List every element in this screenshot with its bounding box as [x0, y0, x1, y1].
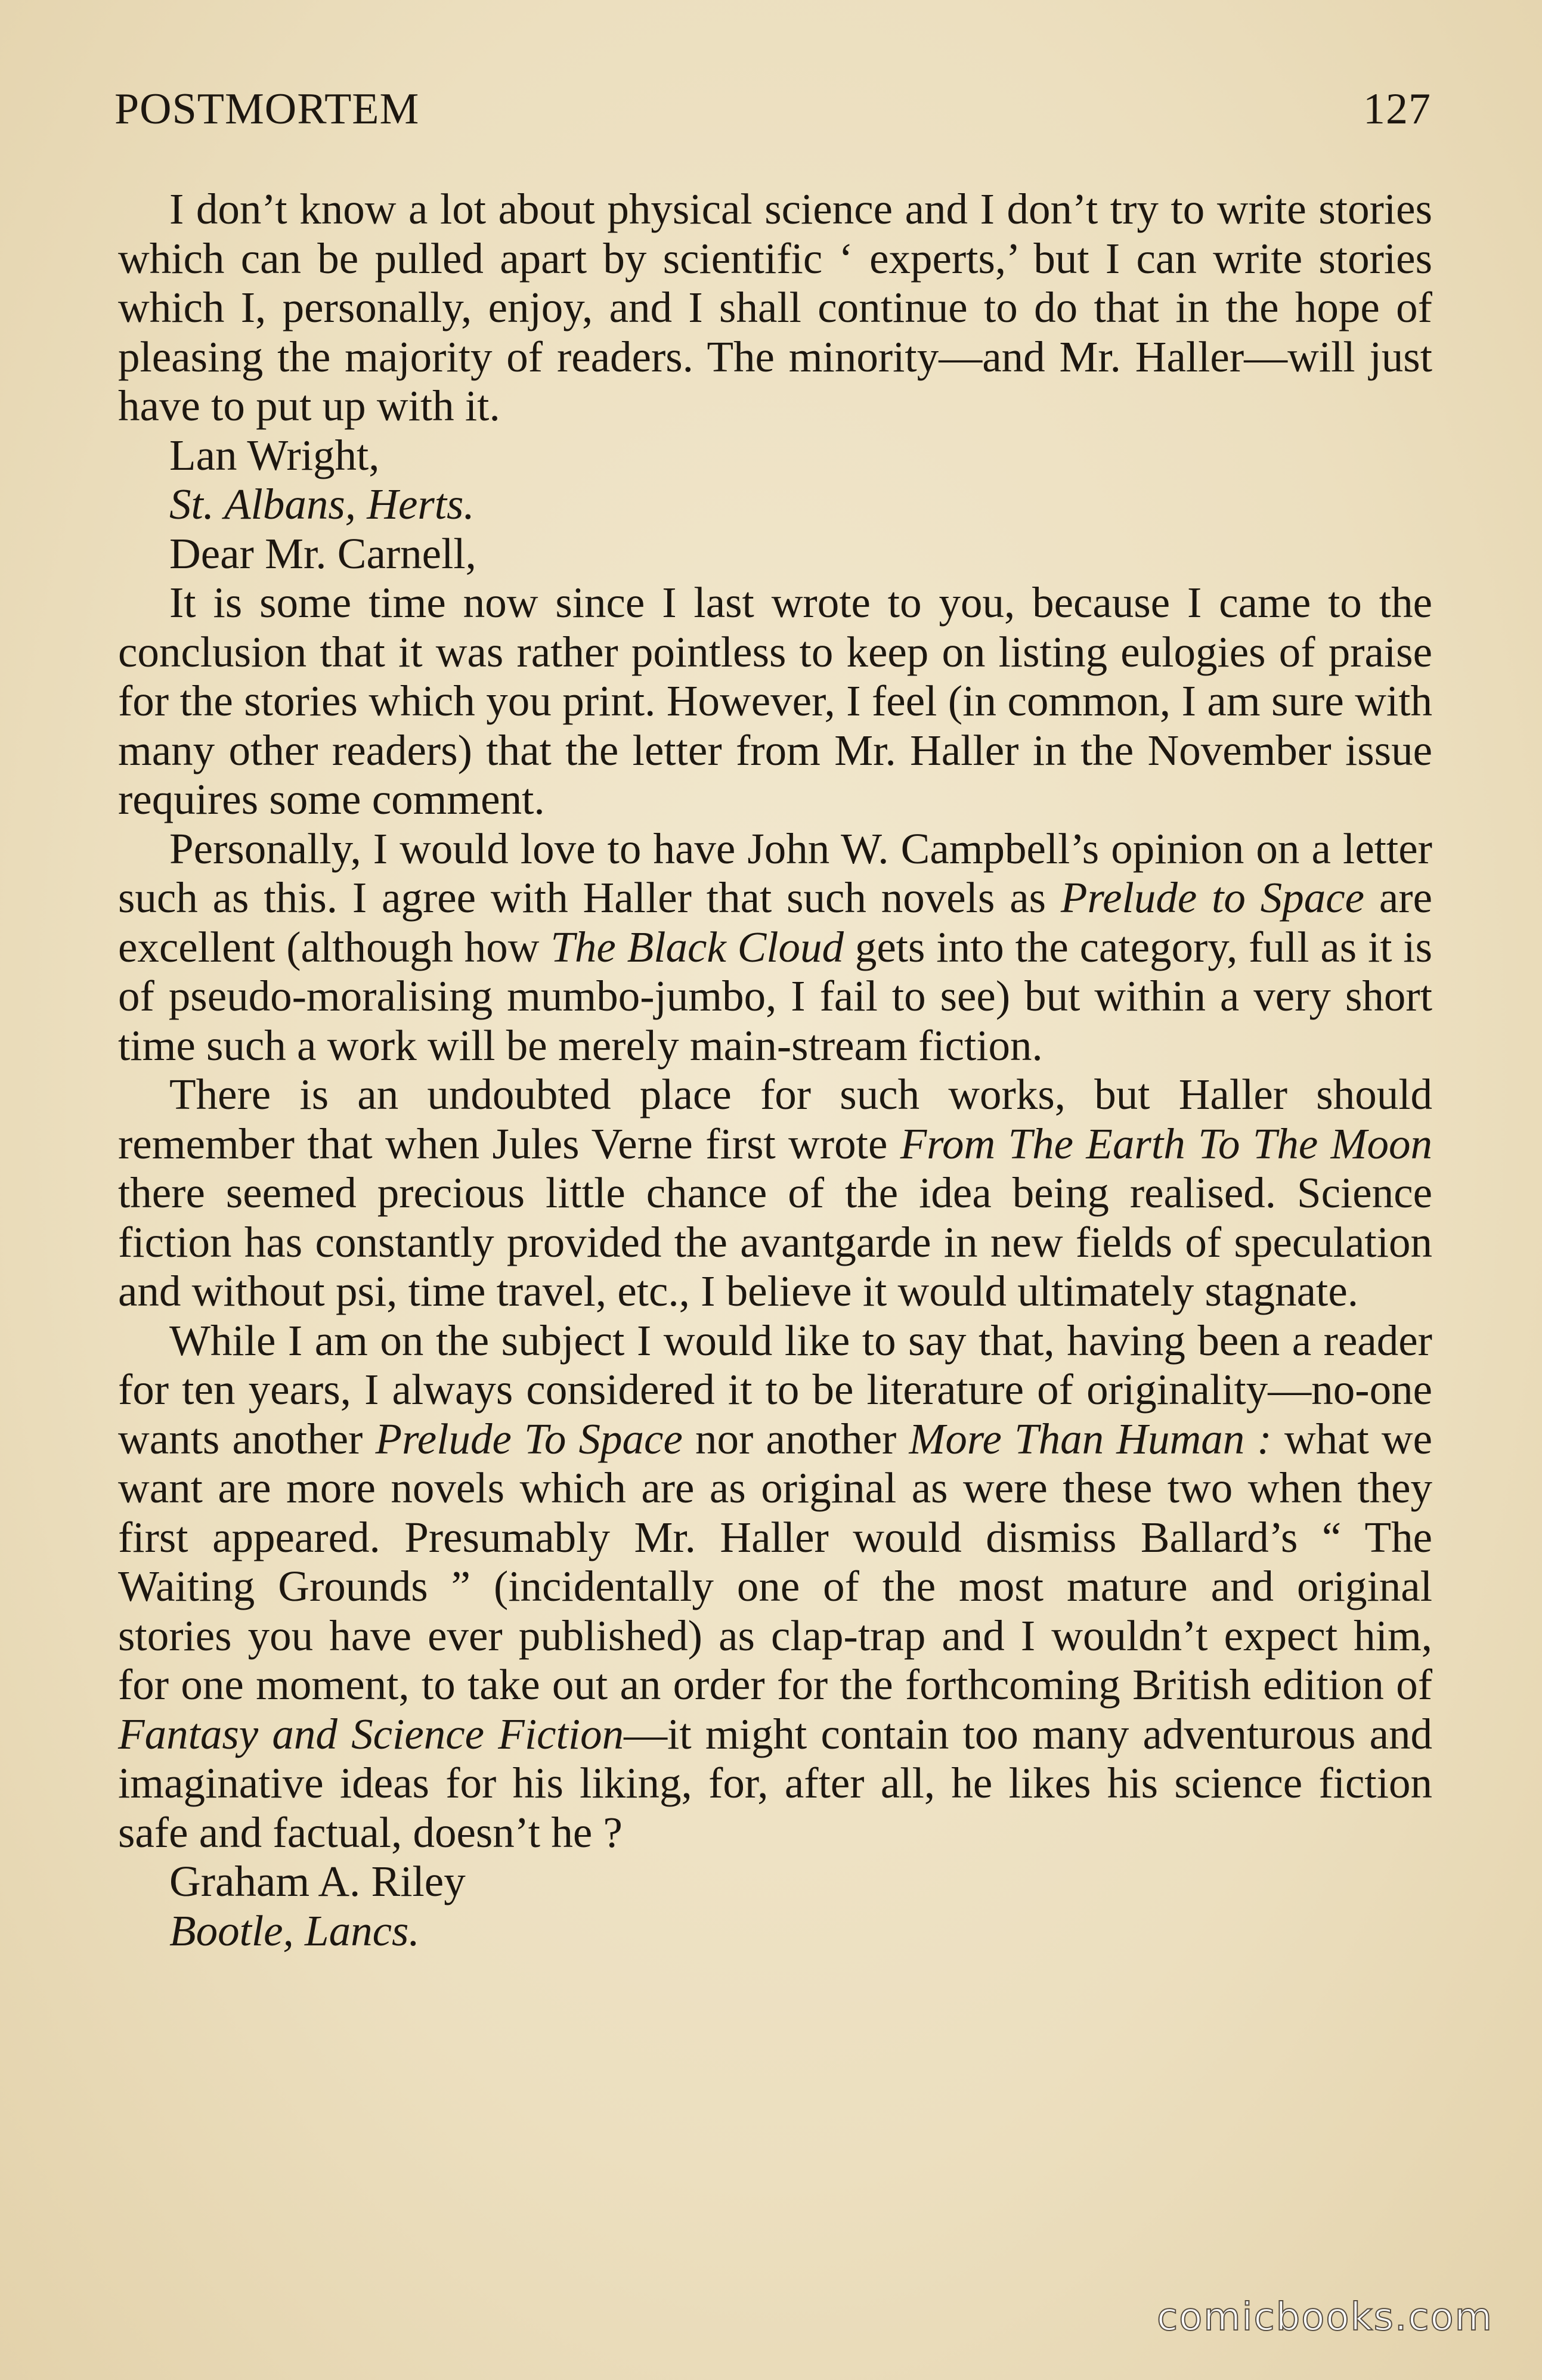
text-run: gets into the category, full as it is of pseudo-moralising mumbo-jumbo, I fail to see) but within a very short time such a work will be merely main-stream fiction.	[118, 922, 1432, 1070]
letter2-signature-name: Graham A. Riley	[169, 1857, 466, 1905]
magazine-title: Fantasy and Science Fiction	[118, 1709, 624, 1758]
letter2-paragraph-4	[118, 1316, 1432, 1858]
page-header	[114, 82, 1431, 136]
text-run: There is an undoubted place for such works, but Haller should remember that when Jules Verne first wrote	[118, 1070, 1432, 1168]
book-title: From The Earth To The Moon	[900, 1119, 1432, 1168]
text-run: what we want are more novels which are as original as were these two when they first appeared. Presumably Mr. Haller would dismiss Ballard’s “ The Waiting Grounds ” (incidentally one of the most mature and original stories you have ever published) as clap-trap and I wouldn’t expect him, for one moment, to take out an order for the forthcoming British edition of	[118, 1414, 1433, 1709]
letter2-signature-place: Bootle, Lancs.	[169, 1906, 420, 1955]
letter2-salutation: Dear Mr. Carnell,	[169, 529, 476, 578]
text-run: While I am on the subject I would like to say that, having been a reader for ten years, I always considered it to be literature of originality—no-one wants another	[118, 1316, 1432, 1463]
letters-body	[118, 185, 1432, 1956]
book-title: Prelude To Space	[375, 1414, 683, 1463]
book-title: More Than Human :	[909, 1414, 1272, 1463]
text-run: Personally, I would love to have John W. Campbell’s opinion on a letter such as this. I agree with Haller that such novels as	[118, 824, 1432, 922]
letter1-paragraph: I don’t know a lot about physical science and I don’t try to write stories which can be pulled apart by scientific ‘ experts,’ but I can write stories which I, personally, enjoy, and I shall continue to do that in the hope of pleasing the majority of readers. The minority—and Mr. Haller—will just have to put up with it.	[118, 185, 1432, 430]
text-run: there seemed precious little chance of the idea being realised. Science fiction has constantly provided the avantgarde in new fields of speculation and without psi, time travel, etc., I believe it would ultimately stagnate.	[118, 1169, 1432, 1315]
text-run: are excellent (although how	[118, 873, 1432, 971]
letter2-paragraph-3	[118, 1070, 1432, 1316]
letter1-signature-name: Lan Wright,	[169, 430, 380, 479]
letter2-paragraph-1: It is some time now since I last wrote to you, because I came to the conclusion that it was rather pointless to keep on listing eulogies of praise for the stories which you print. However, I feel (in common, I am sure with many other readers) that the letter from Mr. Haller in the November issue requires some comment.	[118, 578, 1432, 823]
text-run: —it might contain too many adventurous and imaginative ideas for his liking, for, after all, he likes his science fiction safe and factual, doesn’t he ?	[118, 1709, 1432, 1857]
text-run: nor another	[682, 1414, 909, 1463]
watermark: comicbooks.com	[1156, 2295, 1493, 2339]
letter2-paragraph-2	[118, 825, 1432, 1071]
letter1-signature-place: St. Albans, Herts.	[169, 480, 475, 528]
book-title: Prelude to Space	[1060, 873, 1365, 922]
running-title: POSTMORTEM	[114, 85, 420, 134]
book-title: The Black Cloud	[550, 922, 844, 971]
page-number: 127	[1363, 85, 1431, 134]
